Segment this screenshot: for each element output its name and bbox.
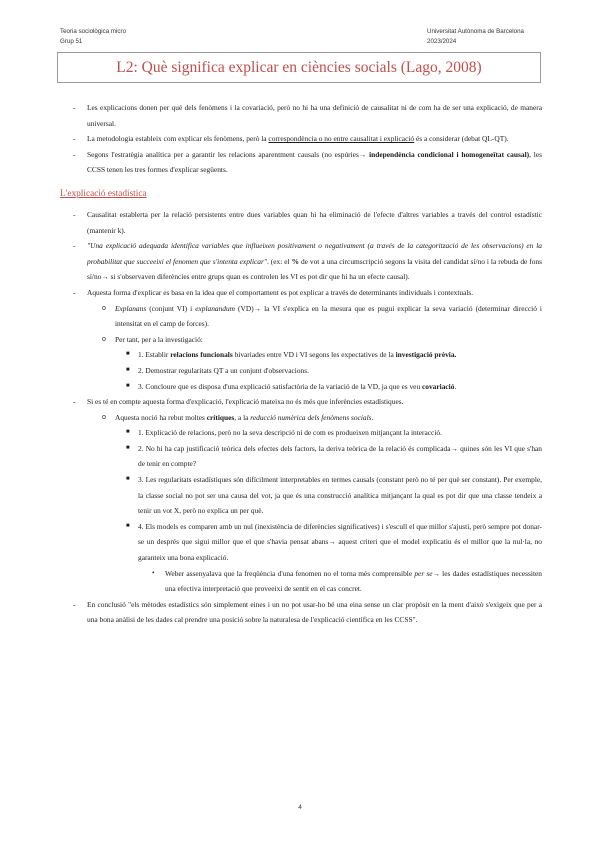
- arrow-icon: →: [328, 537, 336, 547]
- arrow-icon: →: [358, 149, 367, 159]
- square-bullet: ■: [126, 382, 130, 389]
- square-bullet: ■: [126, 444, 130, 451]
- page-title: L2: Què significa explicar en ciències socials (Lago, 2008): [116, 58, 482, 76]
- step-item: ■ 2. Demostrar regularitats QT a un conjunt d'observacions.: [60, 363, 542, 379]
- underlined-text: correspondència o no entre causalitat i explicació: [268, 134, 415, 144]
- title-box: [57, 52, 541, 83]
- item-quote: - "Una explicació adequada identifica variables que influeixen positivament o negativament (a través de la categorització de les observacions) en la probabilitat que succeeixi el fenomen que s'intenta explicar". (ex: el % de vot a una circumscripció segons la visita del candidat sí/no i la rebuda de fons sí/no→ si s'observaven diferències entre grups quan es controlen les VI es pot dir que hi ha un efecte causal).: [60, 238, 542, 285]
- dash-bullet: -: [73, 134, 76, 144]
- square-bullet: ■: [126, 476, 130, 483]
- item-compte: - Si es té en compte aquesta forma d'explicació, l'explicació mateixa no és més que inferències estadístiques.: [60, 394, 542, 410]
- item-conclusio: - En conclusió "els mètodes estadístics són simplement eines i un no pot usar-ho bé una eina sense un clar propòsit en la ment d'això s'exigeix que per a una bona anàlisi de les dades cal prendre una posició sobre la naturalesa de l'explicació científica en les CCSS".: [60, 597, 542, 628]
- critique-item: ■ 1. Explicació de relacions, però no la seva descripció ni de com es produeixen mitjançant la interacció.: [60, 425, 542, 441]
- square-bullet: ■: [126, 366, 130, 373]
- arrow-icon: →: [450, 443, 458, 453]
- course-name: Teoria sociològica micro: [60, 28, 127, 35]
- header-left: [60, 27, 126, 46]
- arrow-icon: →: [101, 272, 109, 282]
- arrow-icon: →: [253, 303, 262, 313]
- header-right: [427, 27, 524, 46]
- dash-bullet: -: [73, 599, 76, 609]
- critique-item: ■ 4. Els models es comparen amb un nul (inexistència de diferències significatives) i s'escull el que millor s'ajusti, però sempre pot donar-se un després que sigui millor que el que s'havia pensat abans→ aquest criteri que el model explicatiu és el millor que la nul·la, no garanteix una bona explicació.: [60, 519, 542, 566]
- dash-bullet: -: [73, 149, 76, 159]
- arrow-icon: →: [432, 568, 440, 578]
- square-bullet: ■: [126, 351, 130, 358]
- dash-bullet: -: [73, 397, 76, 407]
- subitem-per-tant: o Per tant, per a la investigació:: [60, 332, 542, 348]
- subitem-explanans: o Explanans (conjunt VI) i explanandum (VD)→ la VI s'explica en la mesura que es pugui explicar la seva variació (determinar direcció i intensitat en el camp de forces).: [60, 301, 542, 332]
- circle-bullet: o: [102, 335, 106, 343]
- circle-bullet: o: [102, 413, 106, 421]
- square-bullet: ■: [126, 429, 130, 436]
- square-bullet: ■: [126, 522, 130, 529]
- item-causalitat: - Causalitat establerta per la relació persistents entre dues variables quan hi ha eliminació de l'efecte d'altres variables a través del control estadístic (mantenir k).: [60, 207, 542, 238]
- item-aquesta-forma: - Aquesta forma d'explicar es basa en la idea que el comportament es pot explicar a través de determinants individuals i contextuals.: [60, 285, 542, 301]
- dash-bullet: -: [73, 103, 76, 112]
- document-body: [60, 100, 542, 628]
- intro-item-2: - La metodologia estableix com explicar els fenòmens, però la correspondència o no entre causalitat i explicació és a considerar (debat QL-QT).: [60, 131, 542, 147]
- university-name: Universitat Autònoma de Barcelona: [427, 28, 524, 35]
- step-item: ■ 1. Establir relacions funcionals bivariades entre VD i VI segons les expectatives de la investigació prèvia.: [60, 347, 542, 363]
- intro-item-1: - Les explicacions donen per què dels fenòmens i la covariació, però no hi ha una definició de causalitat ni de com ha de ser una explicació, de manera universal.: [60, 100, 542, 131]
- step-item: ■ 3. Concloure que es disposa d'una explicació satisfactòria de la variació de la VD, ja que es veu covariació.: [60, 379, 542, 395]
- dash-bullet: -: [73, 241, 76, 251]
- dot-bullet: •: [152, 568, 155, 577]
- weber-item: • Weber assenyalava que la freqüència d'una fenomen no el torna més comprensible per se→ les dades estadístiques necessiten una efectiva interpretació que proveeixi de sentit en el cas concret.: [60, 566, 542, 597]
- critique-item: ■ 3. Les regularitats estadístiques són difícilment interpretables en termes causals (constant però no té per què ser constant). Per exemple, la classe social no pot ser una causa del vot, ja que és una construcció analítica mitjançant la qual es pot dir que una classe tendeix a tenir un vot X, però no explica un per què.: [60, 472, 542, 519]
- subitem-nocio: o Aquesta noció ha rebut moltes crítiques, a la reducció numèrica dels fenòmens socials.: [60, 410, 542, 426]
- page-number: 4: [298, 804, 302, 811]
- critique-item: ■ 2. No hi ha cap justificació teòrica dels efectes dels factors, la deriva teòrica de la relació és complicada→ quines són les VI que s'han de tenir en compte?: [60, 441, 542, 472]
- intro-item-3: - Segons l'estratègia analítica per a garantir les relacions aparentment causals (no espúries→ independència condicional i homogeneïtat causal), les CCSS tenen les tres formes d'explicar següents.: [60, 147, 542, 178]
- section-heading: L'explicació estadística: [60, 188, 147, 199]
- circle-bullet: o: [102, 304, 106, 312]
- academic-year: 2023/2024: [427, 37, 457, 45]
- dash-bullet: -: [73, 209, 76, 219]
- dash-bullet: -: [73, 287, 76, 297]
- group-name: Grup 51: [60, 37, 83, 45]
